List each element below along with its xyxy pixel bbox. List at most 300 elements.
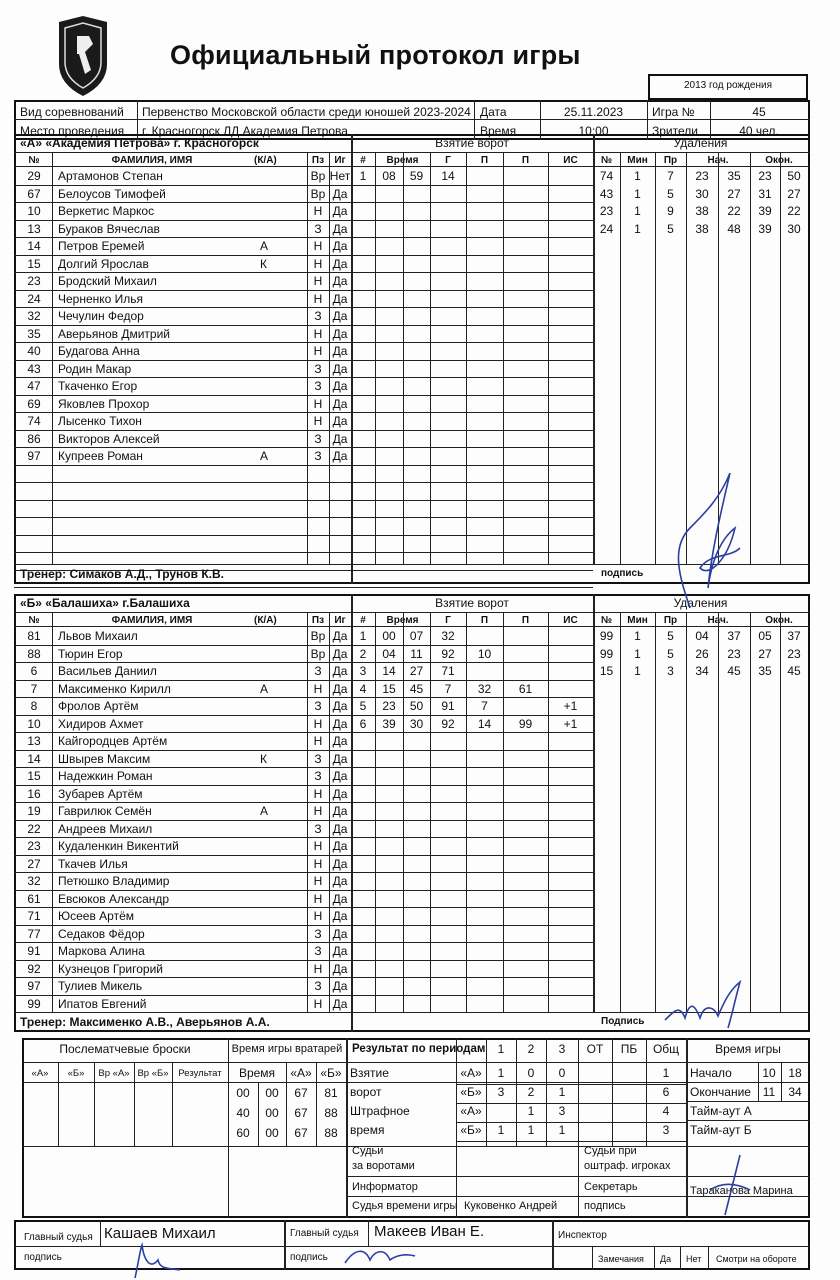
player-name: Львов Михаил	[58, 629, 138, 643]
penalty-cell: 37	[727, 629, 741, 643]
inspector-label: Инспектор	[558, 1230, 607, 1241]
pim-word2: время	[350, 1123, 385, 1137]
pim-word: Штрафное	[350, 1104, 410, 1118]
rule-line	[14, 430, 593, 431]
period-col: ПБ	[620, 1042, 638, 1056]
ref2-signature	[340, 1238, 420, 1268]
rule-line	[14, 325, 593, 326]
player-played: Да	[332, 646, 348, 661]
player-played: Да	[332, 786, 348, 801]
goalie-sec: 00	[265, 1106, 279, 1120]
player-position: З	[314, 431, 322, 446]
player-name: Ткачев Илья	[58, 856, 128, 871]
player-played: Да	[332, 944, 348, 958]
rule-line	[14, 645, 593, 646]
rule-line	[578, 1038, 579, 1146]
timeout-b: Тайм-аут Б	[690, 1123, 752, 1137]
player-number: 6	[30, 664, 38, 678]
period-col: 1	[497, 1042, 505, 1056]
col-pen-2: Пр	[663, 615, 678, 626]
player-number: 43	[27, 361, 41, 376]
rule-line	[14, 272, 593, 273]
rule-line	[14, 220, 593, 221]
rule-line	[52, 152, 53, 564]
player-played: Да	[332, 716, 348, 731]
rule-line	[100, 1220, 101, 1246]
player-number: 16	[27, 786, 41, 801]
period-value: 0	[527, 1066, 535, 1080]
player-played: Да	[332, 856, 348, 871]
shootout-title: Послематчевые броски	[59, 1042, 191, 1056]
remarks-no: Нет	[686, 1254, 702, 1264]
goalie-col: «Б»	[320, 1066, 342, 1080]
rule-line	[14, 785, 593, 786]
goal-cell: 30	[409, 716, 424, 731]
timekeeper-name: Куковенко Андрей	[464, 1200, 558, 1212]
ref2-label: Главный судья	[290, 1228, 359, 1239]
rule-line	[592, 1246, 593, 1270]
goalie-col: «А»	[290, 1066, 312, 1080]
player-position: Н	[313, 344, 323, 358]
rule-line	[375, 152, 376, 564]
penalty-cell: 23	[727, 646, 741, 661]
penalty-cell: 35	[758, 664, 772, 678]
goalie-b: 88	[324, 1106, 338, 1120]
penalty-cell: 1	[634, 204, 641, 218]
goalie-min: 00	[236, 1086, 250, 1100]
player-played: Да	[332, 751, 348, 766]
rule-line	[14, 587, 593, 588]
rule-line	[14, 412, 593, 413]
player-number: 13	[27, 734, 41, 748]
player-position: Н	[313, 734, 323, 748]
rule-line	[686, 1120, 810, 1121]
period-value: 1	[558, 1085, 566, 1099]
player-played: Да	[332, 839, 348, 853]
goal-cell: 6	[359, 716, 367, 731]
player-played: Да	[332, 379, 348, 393]
player-name: Викторов Алексей	[58, 431, 160, 446]
secretary-sign: подпись	[584, 1200, 626, 1212]
penalty-cell: 27	[787, 186, 801, 201]
rule-line	[284, 1220, 286, 1270]
period-title: Результат по периодам	[352, 1043, 486, 1055]
secretary-signature	[700, 1150, 770, 1220]
player-number: 10	[27, 204, 41, 218]
player-name: Долгий Ярослав	[58, 256, 149, 271]
goalie-sec: 00	[265, 1086, 279, 1100]
player-number: 14	[27, 239, 41, 253]
ref2-name: Макеев Иван Е.	[374, 1223, 485, 1240]
penalty-cell: 5	[667, 221, 674, 236]
player-played: Да	[332, 996, 348, 1011]
col-goal-5: П	[521, 155, 530, 166]
player-name: Родин Макар	[58, 361, 132, 376]
rule-line	[22, 1146, 810, 1147]
rule-line	[14, 872, 593, 873]
player-number: 92	[27, 961, 41, 976]
goal-cell: 15	[382, 681, 396, 696]
player-number: 67	[27, 186, 41, 201]
rule-line	[612, 1038, 613, 1146]
ref2-sign-label: подпись	[290, 1252, 328, 1263]
period-value: 1	[558, 1123, 566, 1137]
player-played: Да	[332, 874, 348, 888]
penalty-cell: 30	[695, 186, 709, 201]
game-time-title: Время игры	[715, 1042, 781, 1056]
penalty-cell: 38	[695, 221, 709, 236]
ref1-sign-label: подпись	[24, 1252, 62, 1263]
player-position: Вр	[310, 186, 326, 201]
goal-cell: 32	[477, 681, 492, 696]
player-played: Да	[332, 821, 348, 836]
player-name: Артамонов Степан	[58, 169, 163, 183]
player-name: Гаврилюк Семён	[58, 804, 152, 818]
rule-line	[430, 152, 431, 564]
player-number: 10	[27, 716, 41, 731]
competition-label: Вид соревнований	[20, 105, 124, 119]
col-goal-4: П	[480, 155, 489, 166]
player-number: 15	[27, 256, 41, 271]
col-pen-0: №	[600, 155, 613, 166]
player-position: Н	[313, 291, 323, 306]
rule-line	[346, 1038, 348, 1218]
player-played: Да	[332, 449, 348, 463]
penalty-cell: 27	[727, 186, 741, 201]
player-position: З	[314, 751, 322, 766]
teamB-penalties-header: Удаления	[673, 596, 728, 610]
rule-line	[14, 942, 593, 943]
ref1-signature	[130, 1240, 190, 1280]
player-role: К	[260, 751, 267, 766]
goal-cell: 1	[359, 169, 367, 183]
period-value: 1	[527, 1104, 535, 1118]
rule-line	[14, 837, 593, 838]
player-position: Н	[313, 239, 323, 253]
period-value: 1	[662, 1066, 670, 1080]
player-played: Да	[332, 256, 348, 271]
goal-cell: 7	[481, 699, 488, 713]
col-name: ФАМИЛИЯ, ИМЯ	[111, 155, 193, 166]
player-played: Да	[332, 221, 348, 236]
period-col: ОТ	[586, 1042, 604, 1056]
rule-line	[14, 342, 593, 343]
player-name: Ткаченко Егор	[58, 379, 138, 393]
player-position: З	[314, 361, 322, 376]
rule-line	[708, 1246, 709, 1270]
player-position: Н	[313, 909, 323, 923]
player-position: Н	[313, 786, 323, 801]
rule-line	[548, 612, 549, 1012]
player-played: Да	[332, 734, 348, 748]
penalty-cell: 38	[695, 204, 709, 218]
player-played: Да	[332, 769, 348, 783]
player-name: Тюрин Егор	[58, 646, 123, 661]
player-number: 88	[27, 646, 41, 661]
player-name: Седаков Фёдор	[58, 926, 145, 941]
goal-cell: 04	[382, 646, 396, 661]
player-played: Да	[332, 361, 348, 376]
col-goal-3: Г	[445, 615, 451, 626]
player-number: 13	[27, 221, 41, 236]
player-played: Да	[332, 396, 348, 411]
goal-cell: 1	[359, 629, 367, 643]
period-col: Общ	[652, 1042, 680, 1056]
rule-line	[14, 995, 593, 996]
col-captain: (К/А)	[254, 615, 277, 626]
period-value: 4	[662, 1104, 670, 1118]
goal-cell: 92	[441, 646, 455, 661]
player-name: Лысенко Тихон	[58, 414, 142, 428]
player-name: Надежкин Роман	[58, 769, 153, 783]
goal-cell: 3	[359, 664, 367, 678]
start-min: 18	[788, 1066, 802, 1080]
document-title: Официальный протокол игры	[170, 40, 581, 70]
goal-cell: 10	[477, 646, 492, 661]
player-position: Н	[313, 414, 323, 428]
player-name: Тулиев Микель	[58, 979, 143, 993]
rule-line	[14, 697, 593, 698]
goal-cell: 11	[410, 646, 423, 661]
penalty-cell: 39	[758, 221, 772, 236]
penalty-cell: 05	[758, 629, 772, 643]
player-played: Да	[332, 629, 348, 643]
rule-line	[14, 767, 593, 768]
col-position: Пз	[311, 615, 325, 626]
player-number: 35	[27, 326, 41, 341]
col-pen-1: Мин	[627, 615, 648, 626]
informer-label: Информатор	[352, 1181, 418, 1193]
col-goal-3: Г	[445, 155, 451, 166]
player-name: Евсюков Александр	[58, 891, 170, 906]
rule-line	[686, 1101, 810, 1102]
player-number: 29	[27, 169, 41, 183]
rule-line	[14, 750, 593, 751]
player-position: З	[314, 221, 322, 236]
rule-line	[14, 662, 593, 663]
player-name: Петров Еремей	[58, 239, 145, 253]
teamB-sign-label: Подпись	[601, 1016, 645, 1027]
rule-line	[14, 535, 593, 536]
rule-line	[14, 680, 593, 681]
player-number: 24	[27, 291, 41, 306]
rule-line	[680, 1246, 681, 1270]
secretary-label: Секретарь	[584, 1181, 638, 1193]
player-position: Н	[313, 204, 323, 218]
period-value: 1	[527, 1123, 535, 1137]
period-team: «Б»	[460, 1123, 482, 1137]
period-value: 2	[527, 1085, 535, 1099]
col-pen-4: Окон.	[765, 155, 793, 166]
shootout-col: «Б»	[67, 1068, 85, 1079]
player-name: Будагова Анна	[58, 344, 140, 358]
rule-line	[548, 152, 549, 564]
player-number: 97	[27, 449, 41, 463]
rule-line	[14, 890, 593, 891]
player-position: З	[314, 449, 322, 463]
goalie-b: 81	[324, 1086, 338, 1100]
penalty-cell: 1	[634, 169, 641, 183]
period-team: «А»	[460, 1066, 482, 1080]
timeout-a: Тайм-аут А	[690, 1104, 752, 1118]
time-label: Время	[480, 124, 517, 138]
player-position: Н	[313, 274, 323, 288]
player-position: Н	[313, 326, 323, 341]
col-name: ФАМИЛИЯ, ИМЯ	[111, 615, 193, 626]
goals-word: Взятие	[350, 1066, 389, 1080]
player-number: 81	[27, 629, 41, 643]
rule-line	[403, 152, 404, 564]
player-name: Зубарев Артём	[58, 786, 143, 801]
player-played: Да	[332, 204, 348, 218]
player-played: Да	[332, 309, 348, 323]
remarks-see: Смотри на обороте	[716, 1254, 797, 1264]
player-position: Н	[313, 961, 323, 976]
penalty-cell: 5	[667, 629, 674, 643]
player-number: 69	[27, 396, 41, 411]
goal-cell: 91	[441, 699, 455, 713]
player-name: Кузнецов Григорий	[58, 961, 163, 976]
rule-line	[14, 395, 593, 396]
player-played: Да	[332, 344, 348, 358]
teamB-title: «Б» «Балашиха» г.Балашиха	[20, 596, 190, 610]
player-number: 22	[27, 821, 41, 836]
period-value: 0	[558, 1066, 566, 1080]
player-number: 23	[27, 274, 41, 288]
birth-year: 2013 год рождения	[683, 80, 773, 91]
player-number: 99	[27, 996, 41, 1011]
player-number: 32	[27, 309, 41, 323]
penalty-cell: 5	[667, 646, 674, 661]
player-name: Купреев Роман	[58, 449, 143, 463]
player-played: Да	[332, 909, 348, 923]
penalty-cell: 35	[727, 169, 741, 183]
player-position: Н	[313, 716, 323, 731]
rule-line	[14, 307, 593, 308]
date-value: 25.11.2023	[563, 105, 624, 119]
rule-line	[14, 482, 593, 483]
penalty-cell: 22	[727, 204, 741, 218]
penalty-cell: 45	[727, 664, 741, 678]
spectators-label: Зрители	[652, 124, 698, 138]
col-goal-5: П	[521, 615, 530, 626]
coach-b-signature	[660, 980, 750, 1030]
period-team: «А»	[460, 1104, 482, 1118]
goal-cell: 27	[409, 664, 424, 678]
player-played: Да	[332, 681, 348, 696]
penalty-cell: 27	[758, 646, 772, 661]
teamA-coach: Тренер: Симаков А.Д., Трунов К.В.	[20, 567, 224, 581]
player-position: Вр	[310, 629, 326, 643]
start-label: Начало	[690, 1066, 732, 1080]
period-col: 3	[558, 1042, 566, 1056]
player-number: 97	[27, 979, 41, 993]
player-name: Юсеев Артём	[58, 909, 135, 923]
rule-line	[14, 517, 593, 518]
rule-line	[552, 1220, 554, 1270]
penalty-cell: 99	[599, 629, 614, 643]
rule-line	[686, 1038, 688, 1218]
venue-label: Место проведения	[20, 124, 125, 138]
remarks-label: Замечания	[598, 1254, 644, 1264]
col-pen-1: Мин	[627, 155, 648, 166]
rule-line	[686, 1082, 810, 1083]
penalty-cell: 99	[599, 646, 614, 661]
col-pen-3: Нач.	[707, 615, 729, 626]
penalty-cell: 23	[599, 204, 614, 218]
penalty-cell: 1	[634, 664, 641, 678]
player-name: Яковлев Прохор	[58, 396, 150, 411]
col-pen-0: №	[600, 615, 613, 626]
rule-line	[14, 255, 593, 256]
rule-line	[466, 152, 467, 564]
player-number: 74	[27, 414, 41, 428]
game-number-value: 45	[752, 105, 766, 119]
goal-judges: Судьи за воротами	[352, 1145, 415, 1172]
col-goal-1: Время	[386, 615, 419, 626]
player-position: З	[314, 379, 322, 393]
player-name: Бураков Вячеслав	[58, 221, 160, 236]
player-name: Черненко Илья	[58, 291, 144, 306]
player-name: Фролов Артём	[58, 699, 139, 713]
player-played: Да	[332, 239, 348, 253]
teamB-goals-header: Взятие ворот	[435, 596, 509, 610]
rule-line	[654, 1246, 655, 1270]
period-team: «Б»	[460, 1085, 482, 1099]
goal-cell: 32	[441, 629, 455, 643]
ref1-label: Главный судья	[24, 1232, 93, 1243]
shootout-col: «А»	[31, 1068, 49, 1079]
rule-line	[14, 290, 593, 291]
shootout-col: Вр «Б»	[137, 1068, 169, 1079]
col-played: Иг	[334, 155, 346, 166]
ref1-name: Кашаев Михаил	[104, 1225, 216, 1242]
player-position: Н	[313, 396, 323, 411]
player-number: 23	[27, 839, 41, 853]
player-position: Н	[313, 256, 323, 271]
goalie-min: 60	[236, 1126, 250, 1140]
rule-line	[14, 925, 593, 926]
player-name: Кудаленкин Викентий	[58, 839, 179, 853]
penalty-cell: 39	[758, 204, 772, 218]
goal-cell: 45	[409, 681, 424, 696]
penalty-cell: 34	[695, 664, 709, 678]
goal-cell: 99	[518, 716, 533, 731]
player-position: Н	[313, 856, 323, 871]
player-played: Да	[332, 664, 348, 678]
end-min: 34	[788, 1085, 802, 1099]
player-played: Да	[332, 274, 348, 288]
penalty-cell: 23	[695, 169, 709, 183]
rule-line	[52, 612, 53, 1012]
goal-cell: 08	[382, 169, 396, 183]
rule-line	[456, 1141, 686, 1142]
teamA-penalties-header: Удаления	[673, 136, 728, 150]
time-value: 10:00	[578, 124, 609, 138]
rule-line	[14, 820, 593, 821]
rule-line	[14, 960, 593, 961]
player-name: Маркова Алина	[58, 944, 145, 958]
penalty-cell: 1	[634, 629, 641, 643]
penalty-cell: 23	[758, 169, 772, 183]
player-position: Вр	[310, 646, 326, 661]
player-number: 40	[27, 344, 41, 358]
col-number: №	[28, 615, 40, 626]
penalty-cell: 43	[599, 186, 614, 201]
col-played: Иг	[334, 615, 346, 626]
player-position: З	[314, 944, 322, 958]
goal-cell: 5	[359, 699, 367, 713]
